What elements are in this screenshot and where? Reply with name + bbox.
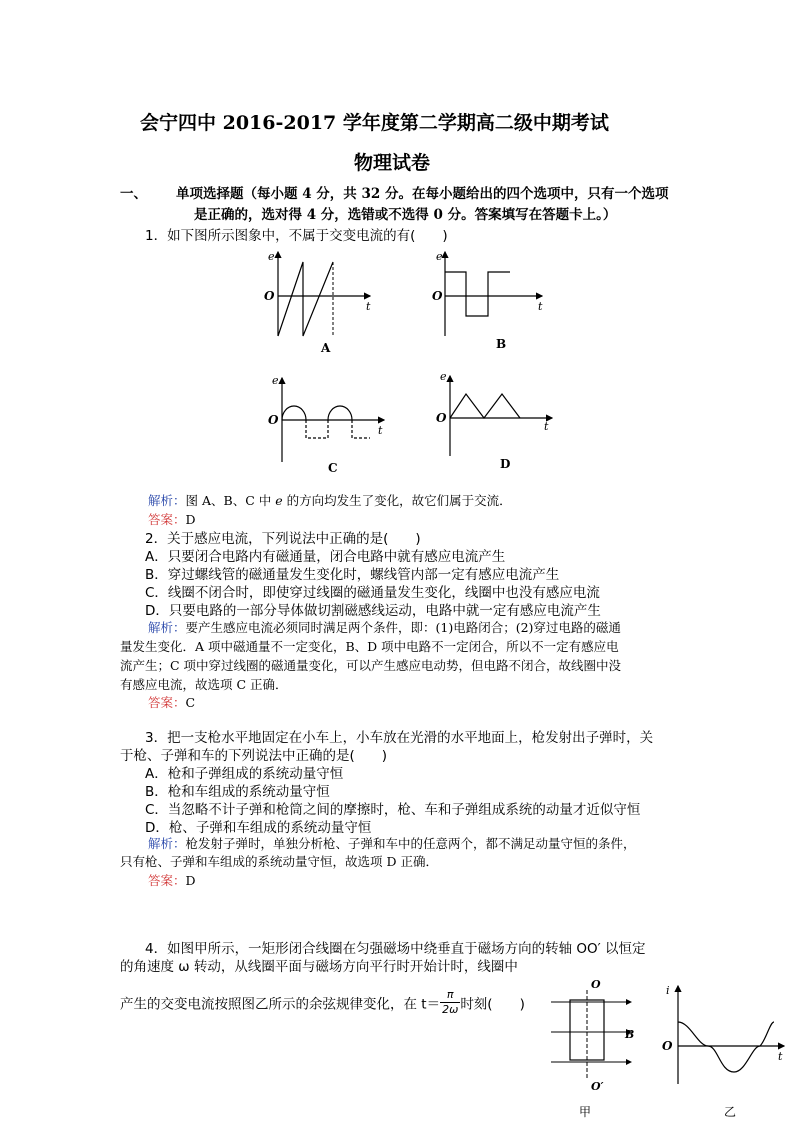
q4-yi-caption: 乙 bbox=[724, 1105, 737, 1119]
q3-stem-line2: 于枪、子弹和车的下列说法中正确的是( ) bbox=[120, 748, 388, 764]
q4-jia-label-b: B bbox=[625, 1028, 635, 1041]
q1-graph-b-label: B bbox=[496, 337, 507, 351]
q1-graph-d-label: D bbox=[500, 457, 511, 471]
q2-option-c: C．线圈不闭合时，即使穿过线圈的磁通量发生变化，线圈中也没有感应电流 bbox=[145, 585, 600, 601]
q4-jia-label-o: O bbox=[591, 978, 601, 991]
q1-graph-c-axis-t: t bbox=[378, 424, 383, 437]
q1-graph-c-label: C bbox=[328, 461, 338, 475]
q2-answer: 答案：C bbox=[148, 695, 196, 710]
q3-option-a: A．枪和子弹组成的系统动量守恒 bbox=[145, 766, 344, 782]
page-subtitle: 物理试卷 bbox=[354, 152, 431, 174]
q1-answer-label: 答案： bbox=[148, 512, 186, 527]
q1-graph-d-axis-e: e bbox=[440, 370, 447, 383]
q1-graph-a-origin: O bbox=[264, 289, 275, 303]
q1-graph-b-axis-e: e bbox=[436, 250, 443, 263]
q3-analysis-line1: 解析：枪发射子弹时，单独分析枪、子弹和车中的任意两个，都不满足动量守恒的条件， bbox=[148, 836, 636, 851]
q2-option-b: B．穿过螺线管的磁通量发生变化时，螺线管内部一定有感应电流产生 bbox=[145, 567, 560, 583]
q4-stem-line2: 的角速度 ω 转动，从线圈平面与磁场方向平行时开始计时，线圈中 bbox=[120, 959, 518, 975]
q2-analysis-line1: 解析：要产生感应电流必须同时满足两个条件，即：(1)电路闭合；(2)穿过电路的磁通 bbox=[148, 620, 621, 635]
q1-analysis-label: 解析： bbox=[148, 493, 186, 508]
q1-graph-a-label: A bbox=[321, 341, 331, 354]
q3-option-c: C．当忽略不计子弹和枪筒之间的摩擦时，枪、车和子弹组成系统的动量才近似守恒 bbox=[145, 802, 641, 818]
q1-graph-d-origin: O bbox=[436, 411, 447, 425]
page-title: 会宁四中 2016-2017 学年度第二学期高二级中期考试 bbox=[140, 112, 609, 134]
q1-answer: 答案：D bbox=[148, 512, 196, 527]
q1-stem: 1．如下图所示图象中，不属于交变电流的有( ) bbox=[145, 228, 448, 244]
q1-graph-d bbox=[434, 368, 560, 478]
q4-fraction bbox=[440, 988, 460, 1017]
q2-option-d: D．只要电路的一部分导体做切割磁感线运动，电路中就一定有感应电流产生 bbox=[145, 603, 601, 619]
q4-yi-axis-i: i bbox=[666, 984, 670, 997]
q1-graph-a-axis-t: t bbox=[366, 300, 371, 313]
q2-analysis-line3: 流产生；C 项中穿过线圈的磁通量变化，可以产生感应电动势，但电路不闭合，故线圈中没 bbox=[120, 658, 622, 673]
q1-graph-b bbox=[430, 244, 550, 354]
q4-stem-line1: 4．如图甲所示，一矩形闭合线圈在匀强磁场中绕垂直于磁场方向的转轴 OO′ 以恒定 bbox=[145, 941, 646, 957]
q1-graph-c-origin: O bbox=[268, 413, 279, 427]
q2-analysis-line4: 有感应电流，故选项 C 正确． bbox=[120, 677, 288, 692]
q1-graph-a bbox=[258, 244, 378, 354]
section-instructions-line2: 是正确的，选对得 4 分，选错或不选得 0 分。答案填写在答题卡上。） bbox=[194, 207, 617, 223]
q1-analysis: 解析：图 A、B、C 中 e 的方向均发生了变化，故它们属于交流． bbox=[148, 493, 512, 508]
q3-stem-line1: 3．把一支枪水平地固定在小车上，小车放在光滑的水平地面上，枪发射出子弹时，关 bbox=[145, 730, 654, 746]
section-instructions-line1: 单项选择题（每小题 4 分，共 32 分。在每小题给出的四个选项中，只有一个选项 bbox=[176, 186, 669, 202]
q4-figure-jia bbox=[545, 972, 645, 1120]
q1-graph-a-axis-e: e bbox=[268, 250, 275, 263]
q3-analysis-line2: 只有枪、子弹和车组成的系统动量守恒，故选项 D 正确． bbox=[120, 854, 438, 869]
q1-graph-b-origin: O bbox=[432, 289, 443, 303]
q4-stem-line3: 产生的交变电流按照图乙所示的余弦规律变化，在 t＝ $\frac{\pi}{2\omega}$ 时刻( ) bbox=[120, 988, 525, 1016]
q4-jia-caption: 甲 bbox=[579, 1105, 592, 1119]
q2-stem: 2．关于感应电流，下列说法中正确的是( ) bbox=[145, 531, 421, 547]
q3-answer: 答案：D bbox=[148, 873, 196, 888]
q1-graph-c-axis-e: e bbox=[272, 374, 279, 387]
q3-option-d: D．枪、子弹和车组成的系统动量守恒 bbox=[145, 820, 372, 836]
q4-yi-origin: O bbox=[662, 1039, 673, 1053]
q2-analysis-line2: 量发生变化．A 项中磁通量不一定变化，B、D 项中电路不一定闭合，所以不一定有感应电 bbox=[120, 639, 619, 654]
q4-fraction-denominator: 2ω bbox=[442, 1003, 459, 1016]
q4-fraction-numerator: π bbox=[440, 988, 460, 1003]
q1-graph-d-axis-t: t bbox=[544, 420, 549, 433]
q2-option-a: A．只要闭合电路内有磁通量，闭合电路中就有感应电流产生 bbox=[145, 549, 506, 565]
q4-figure-yi bbox=[660, 980, 790, 1120]
section-number: 一、 bbox=[120, 186, 147, 202]
q3-option-b: B．枪和车组成的系统动量守恒 bbox=[145, 784, 330, 800]
q1-graph-c bbox=[266, 370, 392, 480]
q1-graph-b-axis-t: t bbox=[538, 300, 543, 313]
q4-jia-label-o-prime: O′ bbox=[591, 1080, 604, 1093]
q4-yi-axis-t: t bbox=[778, 1050, 783, 1063]
